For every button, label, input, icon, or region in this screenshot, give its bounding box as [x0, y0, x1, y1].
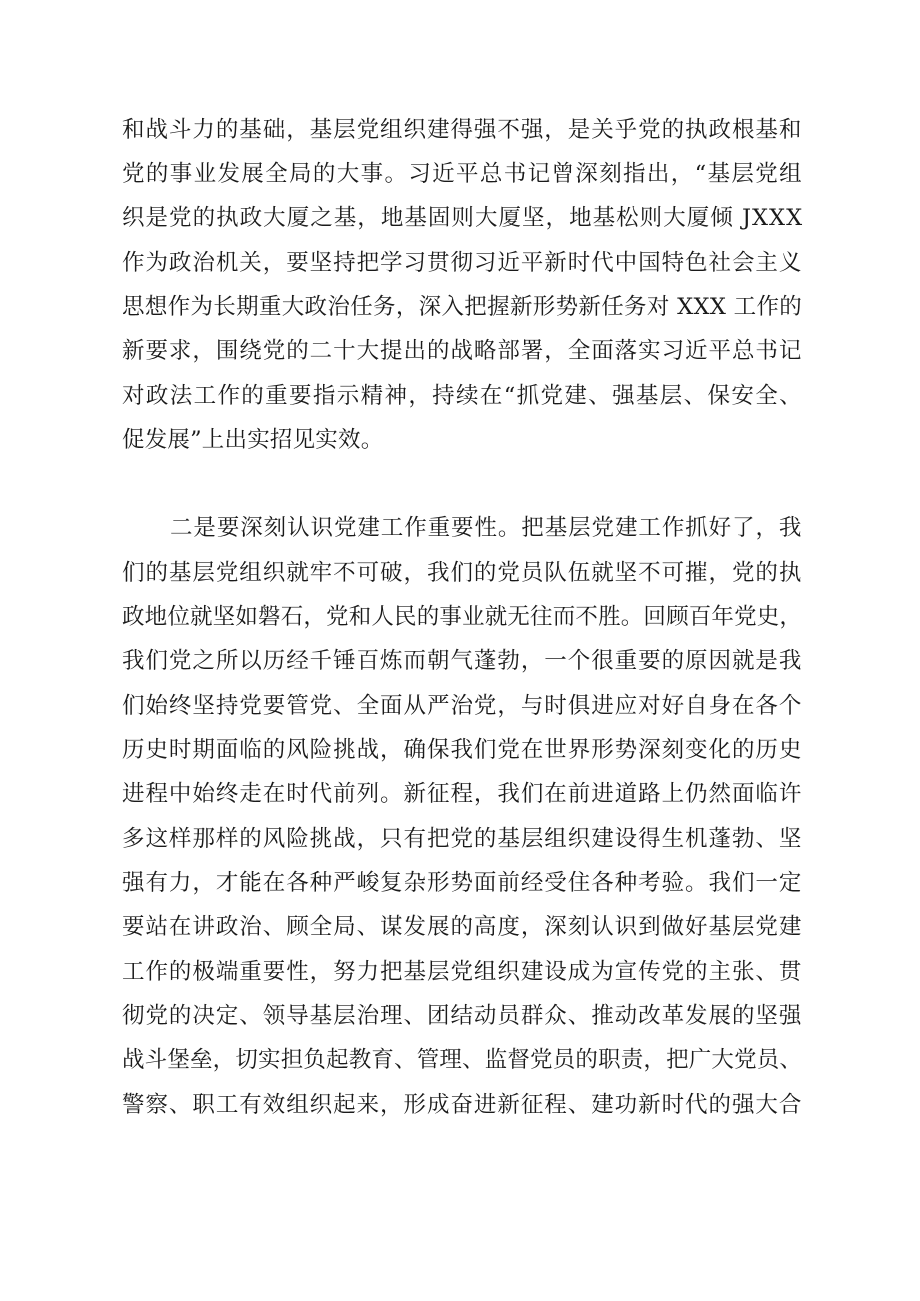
paragraph-line: 工作的极端重要性，努力把基层党组织建设成为宣传党的主张、贯: [122, 959, 803, 985]
paragraph-line: 战斗堡垒，切实担负起教育、管理、监督党员的职责，把广大党员、: [122, 1047, 803, 1073]
paragraph-line: 织是党的执政大厦之基，地基固则大厦坚，地基松则大厦倾 JXXX: [122, 205, 804, 231]
paragraph-line: 思想作为长期重大政治任务，深入把握新形势新任务对 XXX 工作的: [122, 294, 803, 320]
paragraph-line: 新要求，围绕党的二十大提出的战略部署，全面落实习近平总书记: [122, 338, 803, 364]
paragraph-line: 强有力，才能在各种严峻复杂形势面前经受住各种考验。我们一定: [122, 870, 803, 896]
paragraph-line: 历史时期面临的风险挑战，确保我们党在世界形势深刻变化的历史: [122, 737, 803, 763]
paragraph-line: 党的事业发展全局的大事。习近平总书记曾深刻指出，“基层党组: [122, 161, 803, 187]
paragraph-line: 彻党的决定、领导基层治理、团结动员群众、推动改革发展的坚强: [122, 1003, 803, 1029]
paragraph-line: 政地位就坚如磐石，党和人民的事业就无往而不胜。回顾百年党史，: [122, 604, 803, 630]
paragraph-line: 警察、职工有效组织起来，形成奋进新征程、建功新时代的强大合: [122, 1092, 803, 1118]
paragraph-line: 作为政治机关，要坚持把学习贯彻习近平新时代中国特色社会主义: [122, 250, 803, 276]
paragraph-line: 们始终坚持党要管党、全面从严治党，与时俱进应对好自身在各个: [122, 693, 803, 719]
paragraph-line: 多这样那样的风险挑战，只有把党的基层组织建设得生机蓬勃、坚: [122, 826, 803, 852]
paragraph-line: 和战斗力的基础，基层党组织建得强不强，是关乎党的执政根基和: [122, 117, 803, 143]
paragraph-line: 要站在讲政治、顾全局、谋发展的高度，深刻认识到做好基层党建: [122, 914, 803, 940]
paragraph-line: 对政法工作的重要指示精神，持续在“抓党建、强基层、保安全、: [122, 383, 803, 409]
paragraph-line: 我们党之所以历经千锤百炼而朝气蓬勃，一个很重要的原因就是我: [122, 648, 803, 674]
paragraph-line: 们的基层党组织就牢不可破，我们的党员队伍就坚不可摧，党的执: [122, 560, 803, 586]
paragraph-line: 促发展”上出实招见实效。: [122, 427, 384, 453]
paragraph-line: 进程中始终走在时代前列。新征程，我们在前进道路上仍然面临许: [122, 781, 803, 807]
paragraph-line: 二是要深刻认识党建工作重要性。把基层党建工作抓好了，我: [170, 515, 803, 541]
